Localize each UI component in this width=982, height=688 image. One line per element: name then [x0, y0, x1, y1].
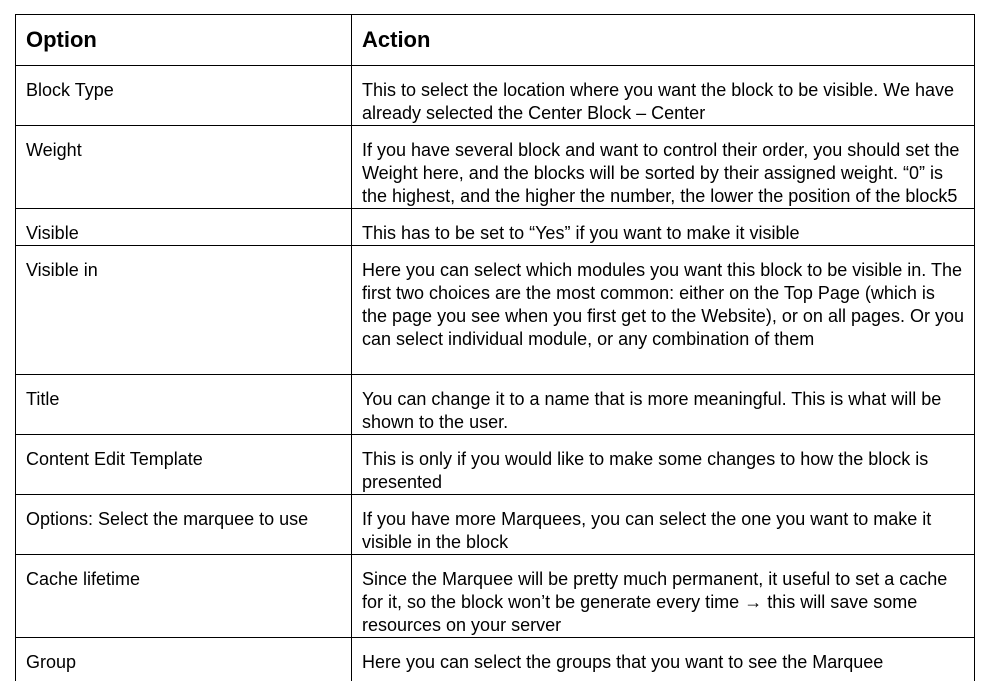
table-header-row	[16, 15, 975, 66]
action-cell: You can change it to a name that is more meaningful. This is what will be shown to the user.	[352, 375, 975, 435]
table-row	[16, 555, 975, 638]
table-row	[16, 66, 975, 126]
action-cell: Here you can select which modules you want this block to be visible in. The first two choices are the most common: either on the Top Page (which is the page you see when you first get to the Website), or on all pages. Or you can select individual module, or any combination of them	[352, 246, 975, 375]
table-row	[16, 209, 975, 246]
action-cell: Here you can select the groups that you want to see the Marquee	[352, 638, 975, 682]
option-cell: Title	[16, 375, 352, 435]
option-cell: Cache lifetime	[16, 555, 352, 638]
option-cell: Visible in	[16, 246, 352, 375]
table-row	[16, 126, 975, 209]
table-row	[16, 495, 975, 555]
table-row	[16, 375, 975, 435]
action-cell: If you have more Marquees, you can select the one you want to make it visible in the block	[352, 495, 975, 555]
table-row	[16, 246, 975, 375]
table-row	[16, 638, 975, 682]
header-option: Option	[16, 15, 352, 66]
action-cell: This to select the location where you want the block to be visible. We have already selected the Center Block – Center	[352, 66, 975, 126]
option-cell: Visible	[16, 209, 352, 246]
action-cell: If you have several block and want to control their order, you should set the Weight here, and the blocks will be sorted by their assigned weight. “0” is the highest, and the higher the number, the lower the position of the block5	[352, 126, 975, 209]
option-cell: Group	[16, 638, 352, 682]
option-cell: Block Type	[16, 66, 352, 126]
option-cell: Options: Select the marquee to use	[16, 495, 352, 555]
options-table	[15, 14, 975, 681]
action-cell: This has to be set to “Yes” if you want to make it visible	[352, 209, 975, 246]
option-cell: Weight	[16, 126, 352, 209]
header-action: Action	[352, 15, 975, 66]
option-cell: Content Edit Template	[16, 435, 352, 495]
action-cell: This is only if you would like to make some changes to how the block is presented	[352, 435, 975, 495]
action-cell: Since the Marquee will be pretty much permanent, it useful to set a cache for it, so the block won’t be generate every time → this will save some resources on your server	[352, 555, 975, 638]
table-row	[16, 435, 975, 495]
